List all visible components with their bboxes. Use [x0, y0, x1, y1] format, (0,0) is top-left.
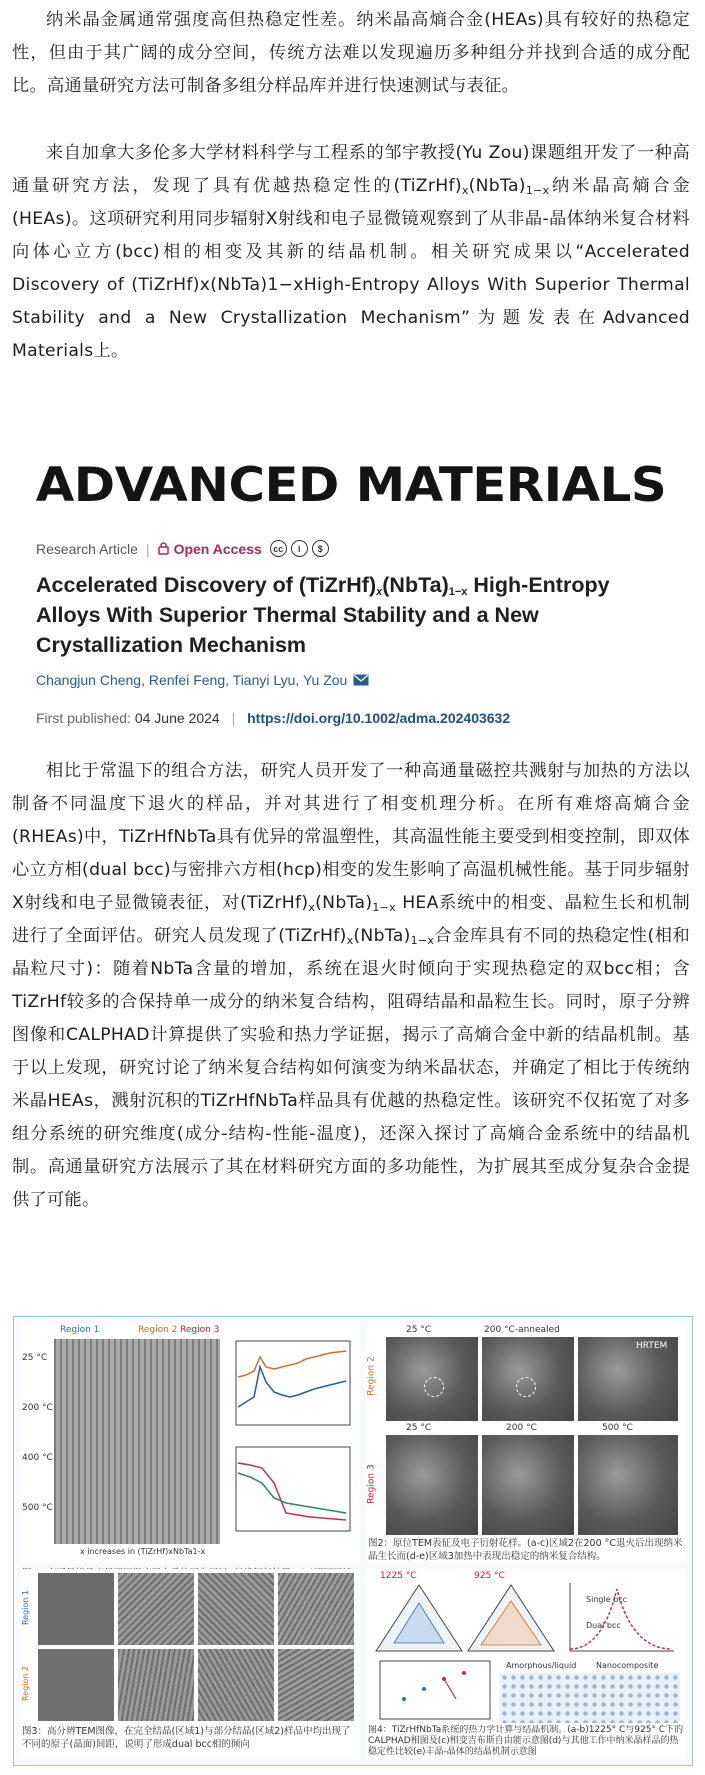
- fig4-t925-label: 925 °C: [474, 1571, 505, 1581]
- title-part-a: Accelerated Discovery of (TiZrHf): [36, 573, 377, 597]
- article-title: [36, 570, 676, 660]
- research-paragraph: [12, 137, 690, 368]
- fig4e-mechanism-schematic: [500, 1673, 680, 1723]
- p3-part-d: (NbTa): [353, 926, 411, 946]
- fig3f-hrtem-image: [118, 1649, 194, 1721]
- figure-3: [20, 1569, 360, 1759]
- title-part-c: High-Entropy Alloys With Superior Thermal Stability and a New Crystallization Mechanism: [36, 573, 610, 657]
- fig2-t25-label: 25 °C: [406, 1325, 432, 1335]
- figure-composite: [13, 1316, 693, 1766]
- title-part-b: (NbTa): [382, 573, 449, 597]
- paragraph-2-text: [12, 137, 690, 368]
- nc-icon: $: [312, 540, 329, 557]
- fig3h-hrtem-image: [278, 1649, 354, 1721]
- author-list[interactable]: [36, 672, 369, 688]
- fig3d-hrtem-image: [278, 1573, 354, 1645]
- fig4-single-bcc-label: Single bcc: [586, 1595, 628, 1604]
- fig2d-tem-image: [386, 1435, 478, 1535]
- p3-part-a: 相比于常温下的组合方法，研究人员开发了一种高通量磁控共溅射与加热的方法以制备不同温度下退火的样品，并对其进行了相变机理分析。在所有难熔高熵合金(RHEAs)中，TiZrHfNbTa具有优异的常温塑性，其高温性能主要受到相变控制，即双体心立方相(dual bcc)与密排六方相(hcp)相变的发生影响了高温机械性能。基于同步辐射X射线和电子显微镜表征，对(TiZrHf): [12, 761, 690, 913]
- figure-4: [366, 1569, 686, 1759]
- fig2-sad-circle-icon: [424, 1377, 444, 1397]
- open-access-badge: [158, 541, 262, 557]
- fig1c-peak-intensity-plot: [226, 1443, 354, 1543]
- email-icon[interactable]: [353, 674, 369, 686]
- discussion-paragraph: [12, 755, 690, 1217]
- fig3-caption: 图3：高分辨TEM图像，在完全结晶(区域1)与部分结晶(区域2)样品中均出现了不同的原子(晶面)间距，说明了形成dual bcc相的倾向: [22, 1726, 351, 1750]
- article-type: Research Article: [36, 540, 138, 557]
- p3-part-b: (NbTa): [315, 893, 373, 913]
- fig4c-gibbs-energy-plot: [562, 1579, 680, 1655]
- fig1-xaxis-label: x increases in (TiZrHf)xNbTa1-x: [80, 1547, 206, 1556]
- fig3-region1-label: Region 1: [21, 1589, 31, 1626]
- first-published-label: First published:: [36, 710, 131, 726]
- p2-part-c: 纳米晶高熵合金(HEAs)。这项研究利用同步辐射X射线和电子显微镜观察到了从非晶-晶体纳米复合材料向体心立方(bcc)相的相变及其新的结晶机制。相关研究成果以“Accelerated Discovery of (TiZrHf)x(NbTa)1−xHigh-Entropy Alloys With Superior Thermal Stability and a New Crystallization Mechanism”为题发表在Advanced Materials上。: [12, 176, 690, 361]
- fig2-region2-label: Region 2: [366, 1356, 377, 1396]
- first-published-date: 04 June 2024: [134, 710, 220, 726]
- p2-part-a: 来自加拿大多伦多大学材料科学与工程系的邹宇教授(Yu Zou)课题组开发了一种高通量研究方法，发现了具有优越热稳定性的(TiZrHf): [12, 143, 690, 196]
- fig4-dual-bcc-label: Dual bcc: [586, 1621, 621, 1630]
- fig4a-phase-diagram: [374, 1583, 464, 1653]
- fig2-t200a-label: 200 °C-annealed: [484, 1325, 560, 1335]
- fig2-caption: 图2：原位TEM表征及电子衍射花样。(a-c)区域2在200 °C退火后出现纳米晶生长而(d-e)区域3加热中表现出稳定的纳米复合结构。: [368, 1538, 683, 1562]
- figure-1: [20, 1323, 360, 1563]
- fig2-region3-label: Region 3: [366, 1464, 377, 1504]
- p3-sub-1: x: [308, 901, 316, 914]
- fig1-region2-label: Region 2: [138, 1325, 178, 1335]
- p3-sub-2: 1−x: [372, 901, 396, 914]
- fig2-e-t200-label: 200 °C: [506, 1423, 537, 1433]
- fig3b-hrtem-image: [118, 1573, 194, 1645]
- fig4-amorphous-label: Amorphous/liquid: [506, 1661, 577, 1670]
- fig2-d-t25-label: 25 °C: [406, 1423, 432, 1433]
- fig4-t1225-label: 1225 °C: [380, 1571, 417, 1581]
- paragraph-1-text: 纳米晶金属通常强度高但热稳定性差。纳米晶高熵合金(HEAs)具有较好的热稳定性，但由于其广阔的成分空间，传统方法难以发现遍历多种组分并找到合适的成分配比。高通量研究方法可制备多组分样品库并进行快速测试与表征。: [12, 10, 690, 96]
- fig4b-phase-diagram: [466, 1583, 556, 1653]
- doi-link[interactable]: https://doi.org/10.1002/adma.202403632: [247, 710, 511, 726]
- by-icon: i: [291, 540, 308, 557]
- fig4-caption: 图4：TiZrHfNbTa系统的热力学计算与结晶机制。(a-b)1225° C与925° C下的CALPHAD相图及(c)相变吉布斯自由能示意图(d)与其他工作中纳米晶样品的热稳定性比较(e)丰晶-晶体的结晶机制示意图: [368, 1725, 684, 1757]
- article-meta-row: Research Article | Open Access cc i $: [36, 540, 329, 557]
- p3-sub-4: 1−x: [410, 934, 435, 947]
- fig1-t500-label: 500 °C: [22, 1503, 53, 1513]
- fig1-t25-label: 25 °C: [22, 1353, 48, 1363]
- fig1-t400-label: 400 °C: [22, 1453, 53, 1463]
- lock-icon: [158, 542, 169, 555]
- fig3g-hrtem-image: [198, 1649, 274, 1721]
- intro-paragraph: [12, 4, 690, 103]
- publication-line: First published: 04 June 2024 | https://doi.org/10.1002/adma.202403632: [36, 710, 511, 726]
- fig1-t200-label: 200 °C: [22, 1403, 53, 1413]
- fig2-sad-circle-icon-2: [516, 1377, 536, 1397]
- cc-icon: cc: [270, 540, 287, 557]
- fig1a-diffraction-image: [54, 1339, 220, 1544]
- paragraph-3-text: [12, 755, 690, 1217]
- figure-2: [366, 1323, 686, 1563]
- fig2-f-t500-label: 500 °C: [602, 1423, 633, 1433]
- license-icons: [270, 540, 329, 557]
- fig1-region1-label: Region 1: [60, 1325, 100, 1335]
- fig3e-tem-image: [38, 1649, 114, 1721]
- fig3a-tem-image: [38, 1573, 114, 1645]
- authors-text[interactable]: Changjun Cheng, Renfei Feng, Tianyi Lyu, Yu Zou: [36, 672, 348, 688]
- fig1b-grain-size-plot: [226, 1337, 354, 1437]
- p2-sub-2: 1−x: [525, 184, 550, 197]
- fig2e-tem-image: [482, 1435, 574, 1535]
- fig3-region2-label: Region 2: [21, 1665, 31, 1702]
- fig4-nanocomposite-label: Nanocomposite: [596, 1661, 659, 1670]
- fig2-hrtem-label: HRTEM: [636, 1341, 668, 1351]
- title-sub-2: 1−x: [448, 586, 468, 598]
- open-access-label: Open Access: [173, 540, 262, 557]
- p2-part-b: (NbTa): [468, 176, 526, 196]
- fig3c-hrtem-image: [198, 1573, 274, 1645]
- p3-part-e: 合金库具有不同的热稳定性(相和晶粒尺寸)：随着NbTa含量的增加，系统在退火时倾向于实现热稳定的双bcc相；含TiZrHf较多的合保持单一成分的纳米复合结构，阻碍结晶和晶粒生长。同时，原子分辨图像和CALPHAD计算提供了实验和热力学证据，揭示了高熵合金中新的结晶机制。基于以上发现，研究讨论了纳米复合结构如何演变为纳米晶状态，并确定了相比于传统纳米晶HEAs，溅射沉积的TiZrHfNbTa样品具有优越的热稳定性。该研究不仅拓宽了对多组分系统的研究维度(成分-结构-性能-温度)，还深入探讨了高熵合金系统中的结晶机制。高通量研究方法展示了其在材料研究方面的多功能性，为扩展其至成分复杂合金提供了可能。: [12, 926, 690, 1210]
- title-sub-1: x: [376, 586, 383, 598]
- journal-masthead: ADVANCED MATERIALS: [35, 458, 667, 513]
- fig2f-tem-image: [578, 1435, 678, 1535]
- p3-part-c: HEA系统中的相变、晶粒生长和机制进行了全面评估。研究人员发现了(TiZrHf): [12, 893, 690, 946]
- p3-sub-3: x: [346, 934, 354, 947]
- p2-sub-1: x: [461, 184, 469, 197]
- fig4d-thermal-stability-plot: [374, 1659, 494, 1723]
- fig1-region3-label: Region 3: [180, 1325, 220, 1335]
